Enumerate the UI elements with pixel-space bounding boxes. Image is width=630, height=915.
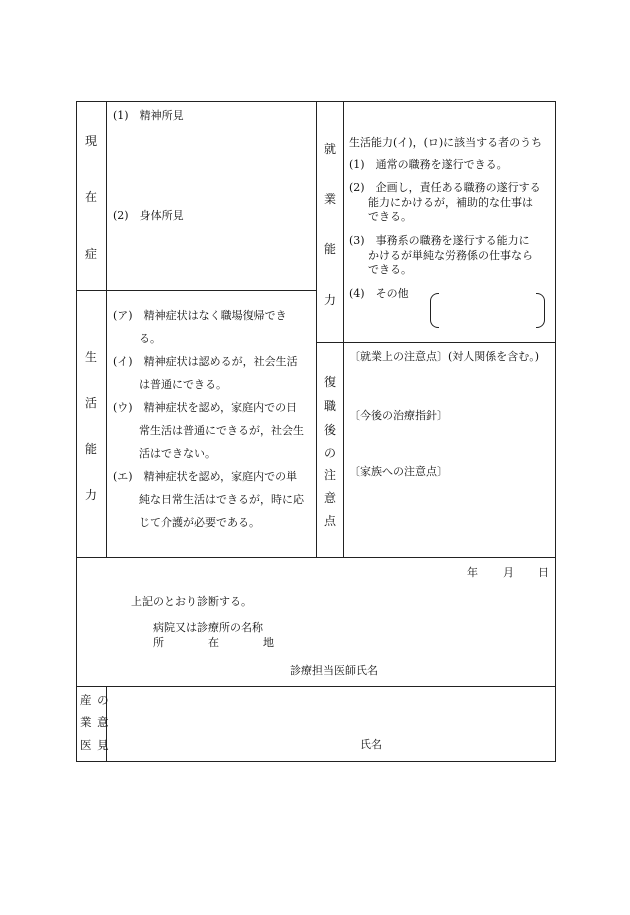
seikatsu-line-u2: 常生活は普通にできるが，社会生 [139, 424, 304, 437]
shugyo-line-3c: できる。 [368, 263, 412, 276]
physical-findings: (2) 身体所見 [113, 209, 184, 222]
shugyo-other: (4) その他 [349, 287, 409, 300]
shugyo-line-3a: (3) 事務系の職務を遂行する能力に [349, 234, 530, 247]
sangyoui-label-row-3: 医 見 [80, 738, 110, 752]
other-bracket[interactable] [430, 293, 545, 328]
fukushoku-label-char-1: 復 [323, 375, 336, 389]
shugyo-label-char-3: 能 [323, 242, 336, 256]
seikatsu-label-char-4: 力 [84, 488, 97, 502]
shugyo-line-1: (1) 通常の職務を遂行できる。 [349, 158, 508, 171]
hospital-name-label: 病院又は診療所の名称 [153, 621, 263, 634]
shugyo-label-char-2: 業 [323, 192, 336, 206]
seikatsu-label-char-2: 活 [84, 396, 97, 410]
address-label: 所 在 地 [153, 636, 274, 649]
left-row-divider [76, 290, 317, 291]
fukushoku-label-char-6: 意 [323, 491, 336, 505]
seikatsu-line-i1: (イ) 精神症状は認めるが，社会生活 [113, 355, 298, 368]
shugyo-line-2c: できる。 [368, 210, 412, 223]
other-bracket-right [536, 293, 545, 328]
left-label-divider [106, 101, 107, 557]
work-notes-heading: 〔就業上の注意点〕(対人関係を含む。) [349, 350, 540, 363]
seikatsu-line-a1: (ア) 精神症状はなく職場復帰でき [113, 309, 287, 322]
date-month: 月 [503, 566, 514, 579]
table-right-border [555, 101, 556, 761]
shugyo-label-char-1: 就 [323, 142, 336, 156]
genzaisho-label-char-1: 現 [84, 134, 97, 148]
fukushoku-label-char-4: の [323, 446, 336, 460]
fukushoku-label-char-5: 注 [323, 468, 336, 482]
genzaisho-label-char-2: 在 [84, 190, 97, 204]
sangyoui-label-row-2: 業 意 [80, 715, 110, 729]
seikatsu-label-char-3: 能 [84, 442, 97, 456]
seikatsu-line-u1: (ウ) 精神症状を認め，家庭内での日 [113, 401, 298, 414]
shugyo-label-char-4: 力 [323, 293, 336, 307]
diagnosis-top-border [76, 557, 556, 558]
sangyoui-top-border [76, 686, 556, 687]
table-bottom-border [76, 761, 556, 762]
other-bracket-left [430, 293, 439, 328]
seikatsu-line-e2: 純な日常生活はできるが，時に応 [139, 493, 304, 506]
doctor-name-label: 診療担当医師氏名 [290, 664, 378, 677]
shugyo-intro: 生活能力(イ)，(ロ)に該当する者のうち [349, 136, 543, 149]
genzaisho-label-char-3: 症 [84, 247, 97, 261]
sangyoui-name-label: 氏名 [360, 738, 382, 751]
fukushoku-label-char-7: 点 [323, 514, 336, 528]
seikatsu-line-e3: じて介護が必要である。 [139, 516, 260, 529]
diagnosis-statement: 上記のとおり診断する。 [131, 595, 252, 608]
sangyoui-label-row-1: 産 の [80, 693, 110, 707]
shugyo-line-2a: (2) 企画し，責任ある職務の遂行する [349, 181, 541, 194]
seikatsu-line-u3: 活はできない。 [139, 447, 216, 460]
seikatsu-line-i2: は普通にできる。 [139, 378, 227, 391]
seikatsu-line-e1: (エ) 精神症状を認め，家庭内での単 [113, 470, 298, 483]
fukushoku-label-char-2: 職 [323, 399, 336, 413]
seikatsu-label-char-1: 生 [84, 350, 97, 364]
treatment-plan-heading: 〔今後の治療指針〕 [349, 409, 448, 422]
shugyo-line-2b: 能力にかけるが，補助的な仕事は [368, 196, 533, 209]
fukushoku-label-char-3: 後 [323, 423, 336, 437]
date-day: 日 [538, 566, 549, 579]
family-notes-heading: 〔家族への注意点〕 [349, 465, 448, 478]
mental-findings: (1) 精神所見 [113, 109, 184, 122]
shugyo-line-3b: かけるが単純な労務係の仕事なら [368, 249, 533, 262]
right-row-divider [316, 342, 556, 343]
date-year: 年 [467, 566, 478, 579]
seikatsu-line-a2: る。 [139, 332, 161, 345]
